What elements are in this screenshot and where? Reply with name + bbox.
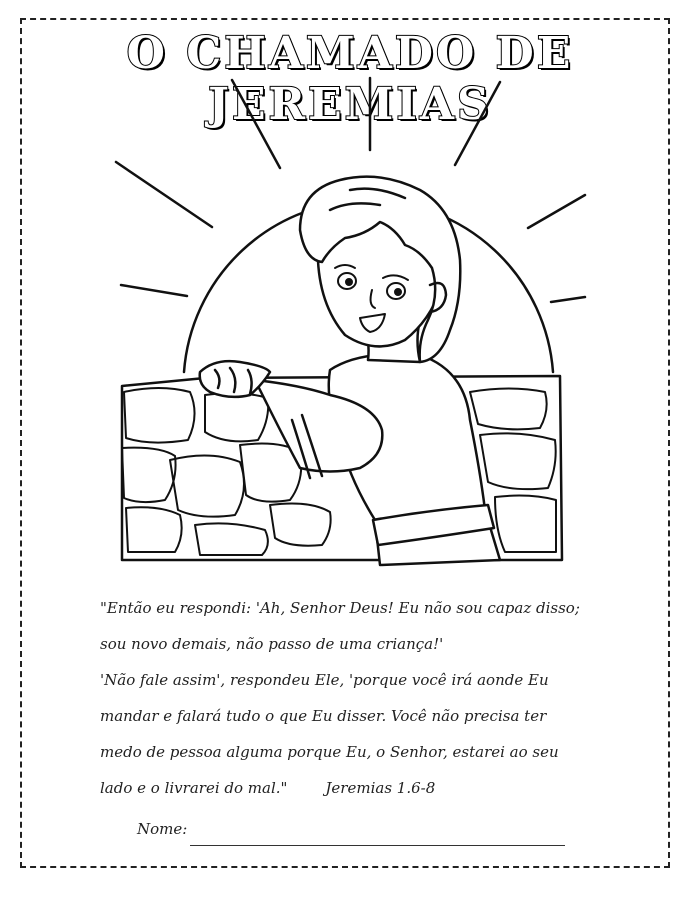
verse-line (100, 770, 600, 806)
name-write-line[interactable] (190, 845, 565, 846)
name-label: Nome: (137, 820, 188, 838)
verse-reference: Jeremias 1.6-8 (325, 779, 436, 797)
verse-line: medo de pessoa alguma porque Eu, o Senhor, estarei ao seu (100, 743, 559, 761)
verse-line: mandar e falará tudo o que Eu disser. Você não precisa ter (100, 707, 547, 725)
verse-line: 'Não fale assim', respondeu Ele, 'porque você irá aonde Eu (100, 671, 549, 689)
page-title: O CHAMADO DE JEREMIAS (126, 28, 574, 130)
verse-line: "Então eu respondi: 'Ah, Senhor Deus! Eu não sou capaz disso; (100, 599, 580, 617)
verse-line: sou novo demais, não passo de uma criança!' (100, 635, 444, 653)
verse-line-text: lado e o livrarei do mal." (100, 779, 288, 797)
bible-verse (100, 590, 600, 806)
